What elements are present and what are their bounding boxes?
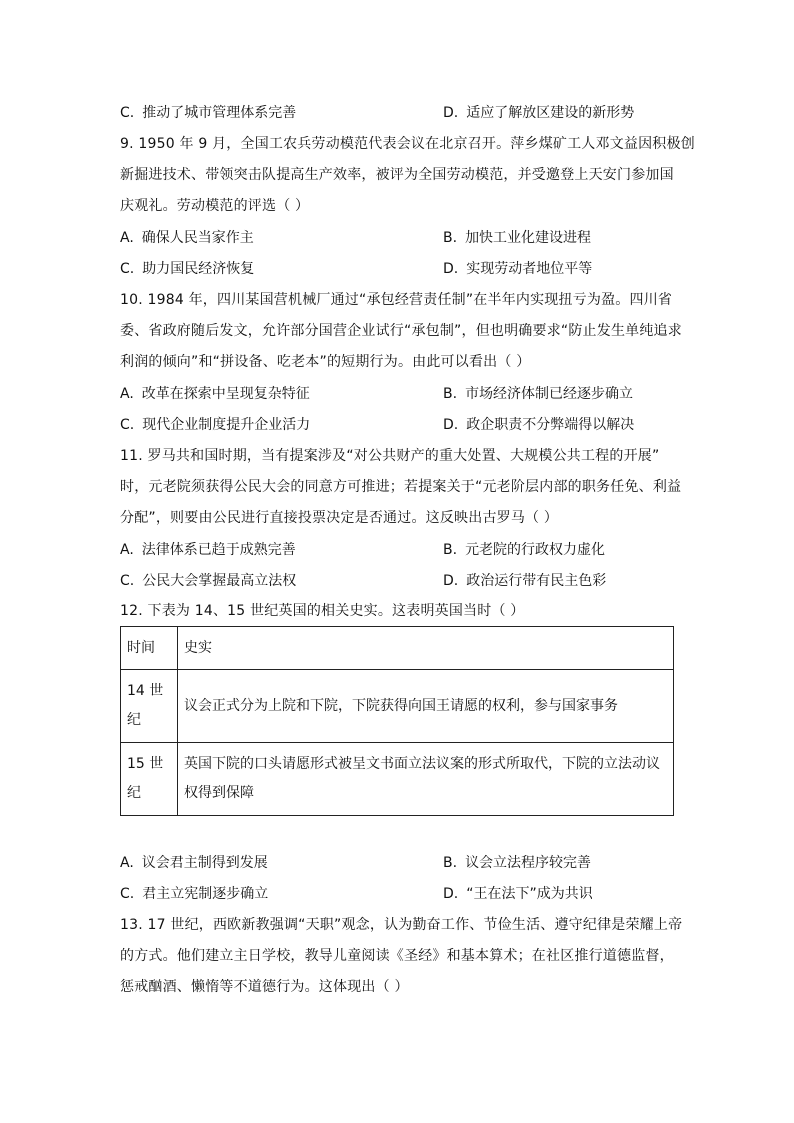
option-text: 君主立宪制逐步确立 xyxy=(142,886,269,902)
time-line: 14 世 xyxy=(127,683,164,699)
q12-options-row-cd xyxy=(120,884,680,904)
option-text: 助力国民经济恢复 xyxy=(142,261,255,277)
option-text: 议会立法程序较完善 xyxy=(465,855,592,871)
q12-history-table xyxy=(120,626,674,816)
q12-option-d[interactable] xyxy=(443,884,593,904)
q11-options-row-cd xyxy=(120,571,680,591)
option-text: 法律体系已趋于成熟完善 xyxy=(141,542,296,558)
q12-options-row-ab xyxy=(120,853,680,873)
q13-stem-line-3: 惩戒酗酒、懒惰等不道德行为。这体现出（ ） xyxy=(120,979,409,995)
option-text: 政企职责不分弊端得以解决 xyxy=(466,417,635,433)
option-text: 加快工业化建设进程 xyxy=(465,230,592,246)
q11-option-c[interactable] xyxy=(120,571,296,591)
q11-options-row-ab xyxy=(120,540,680,560)
table-row xyxy=(121,743,674,816)
q9-option-d[interactable] xyxy=(443,259,592,279)
option-letter: A. xyxy=(120,542,134,558)
fact-line: 英国下院的口头请愿形式被呈文书面立法议案的形式所取代，下院的立法动议 xyxy=(184,756,660,772)
option-letter: D. xyxy=(443,105,459,121)
q11-stem-line-3: 分配”，则要由公民进行直接投票决定是否通过。这反映出古罗马（ ） xyxy=(120,510,559,526)
option-text: 政治运行带有民主色彩 xyxy=(466,573,607,589)
table-header-fact: 史实 xyxy=(178,627,674,670)
option-text: 市场经济体制已经逐步确立 xyxy=(465,386,634,402)
table-header-row xyxy=(121,627,674,670)
option-text: 实现劳动者地位平等 xyxy=(466,261,593,277)
option-letter: D. xyxy=(443,261,459,277)
option-letter: C. xyxy=(120,573,135,589)
q12-option-c[interactable] xyxy=(120,884,268,904)
option-text: 确保人民当家作主 xyxy=(141,230,254,246)
option-letter: D. xyxy=(443,886,459,902)
q9-option-b[interactable] xyxy=(443,228,591,248)
q9-option-a[interactable] xyxy=(120,228,254,248)
option-text: “王在法下”成为共识 xyxy=(466,886,593,902)
time-line: 纪 xyxy=(127,712,141,728)
q13-stem-line-2: 的方式。他们建立主日学校，教导儿童阅读《圣经》和基本算术；在社区推行道德监督， xyxy=(120,948,674,964)
option-letter: D. xyxy=(443,573,459,589)
option-letter: B. xyxy=(443,855,458,871)
option-text: 议会君主制得到发展 xyxy=(141,855,268,871)
option-letter: C. xyxy=(120,105,135,121)
q8-option-d[interactable] xyxy=(443,103,634,123)
option-letter: C. xyxy=(120,417,135,433)
q8-option-c[interactable] xyxy=(120,103,296,123)
table-header-time: 时间 xyxy=(121,627,178,670)
option-text: 元老院的行政权力虚化 xyxy=(465,542,606,558)
option-text: 公民大会掌握最高立法权 xyxy=(142,573,297,589)
q11-option-b[interactable] xyxy=(443,540,605,560)
option-letter: A. xyxy=(120,386,134,402)
q10-option-a[interactable] xyxy=(120,384,310,404)
q13-stem-line-1: 13. 17 世纪，西欧新教强调“天职”观念，认为勤奋工作、节俭生活、遵守纪律是荣耀上帝 xyxy=(120,917,683,933)
option-letter: C. xyxy=(120,886,135,902)
option-letter: B. xyxy=(443,230,458,246)
table-cell-time xyxy=(121,743,178,816)
option-letter: B. xyxy=(443,386,458,402)
q9-option-c[interactable] xyxy=(120,259,254,279)
q11-stem-line-2: 时，元老院须获得公民大会的同意方可推进；若提案关于“元老阶层内部的职务任免、利益 xyxy=(120,479,682,495)
q9-stem-line-3: 庆观礼。劳动模范的评选（ ） xyxy=(120,198,310,214)
q10-option-b[interactable] xyxy=(443,384,633,404)
fact-line: 权得到保障 xyxy=(184,785,254,801)
q10-stem-line-2: 委、省政府随后发文，允许部分国营企业试行“承包制”，但也明确要求“防止发生单纯追求 xyxy=(120,323,682,339)
option-letter: A. xyxy=(120,230,134,246)
q12-option-a[interactable] xyxy=(120,853,268,873)
q11-stem-line-1: 11. 罗马共和国时期，当有提案涉及“对公共财产的重大处置、大规模公共工程的开展” xyxy=(120,448,660,464)
option-letter: D. xyxy=(443,417,459,433)
q8-options-row-cd xyxy=(120,103,680,123)
option-text: 改革在探索中呈现复杂特征 xyxy=(141,386,310,402)
table-cell-fact xyxy=(178,670,674,743)
q10-stem-line-1: 10. 1984 年，四川某国营机械厂通过“承包经营责任制”在半年内实现扭亏为盈。四川省 xyxy=(120,292,673,308)
q11-option-a[interactable] xyxy=(120,540,296,560)
q10-options-row-cd xyxy=(120,415,680,435)
q9-options-row-ab xyxy=(120,228,680,248)
q11-option-d[interactable] xyxy=(443,571,606,591)
option-letter: C. xyxy=(120,261,135,277)
option-text: 适应了解放区建设的新形势 xyxy=(466,105,635,121)
fact-line: 议会正式分为上院和下院，下院获得向国王请愿的权利，参与国家事务 xyxy=(184,697,618,714)
table-row xyxy=(121,670,674,743)
q9-options-row-cd xyxy=(120,259,680,279)
option-letter: A. xyxy=(120,855,134,871)
q10-option-d[interactable] xyxy=(443,415,634,435)
q12-option-b[interactable] xyxy=(443,853,591,873)
time-line: 纪 xyxy=(127,785,141,801)
q10-stem-line-3: 利润的倾向”和“拼设备、吃老本”的短期行为。由此可以看出（ ） xyxy=(120,354,531,370)
q12-stem: 12. 下表为 14、15 世纪英国的相关史实。这表明英国当时（ ） xyxy=(120,603,525,619)
q10-options-row-ab xyxy=(120,384,680,404)
table-cell-time xyxy=(121,670,178,743)
table-cell-fact xyxy=(178,743,674,816)
option-text: 推动了城市管理体系完善 xyxy=(142,105,297,121)
option-text: 现代企业制度提升企业活力 xyxy=(142,417,311,433)
q10-option-c[interactable] xyxy=(120,415,310,435)
q9-stem-line-2: 新掘进技术、带领突击队提高生产效率，被评为全国劳动模范，并受邀登上天安门参加国 xyxy=(120,167,674,183)
option-letter: B. xyxy=(443,542,458,558)
q9-stem-line-1: 9. 1950 年 9 月，全国工农兵劳动模范代表会议在北京召开。萍乡煤矿工人邓文益因积极创 xyxy=(120,136,695,152)
time-line: 15 世 xyxy=(127,756,164,772)
